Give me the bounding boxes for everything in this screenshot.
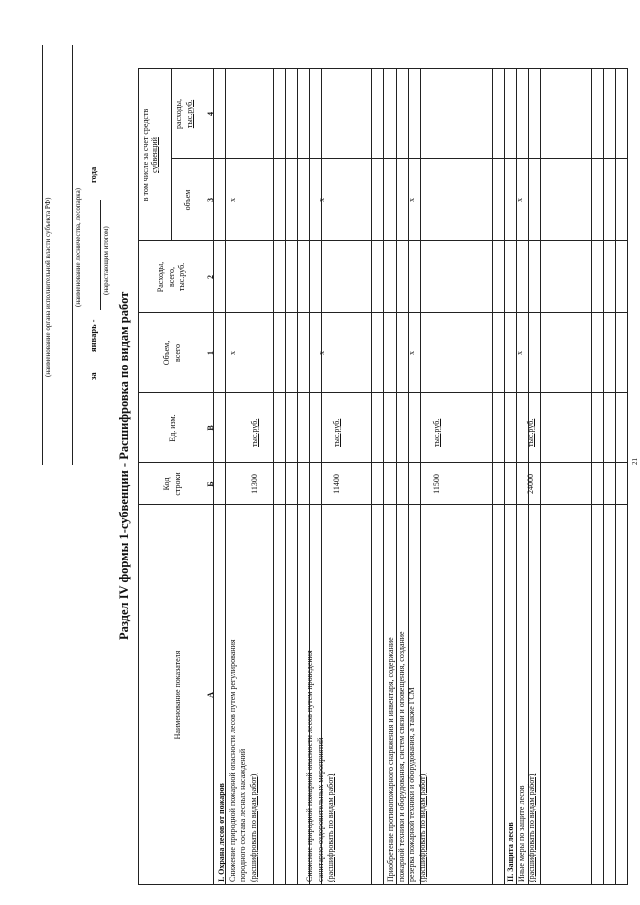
authority-line xyxy=(42,45,43,465)
period-line xyxy=(100,200,101,310)
authority-caption: (наименование органа исполнительной власти субъекта РФ) xyxy=(44,197,52,377)
row-11400-volume: х xyxy=(317,351,326,355)
period-value: январь - xyxy=(88,319,98,352)
row-11300-unit: тыс.руб. xyxy=(250,418,259,447)
row-11500-subsidy-volume: х xyxy=(407,198,416,202)
marker-a: А xyxy=(206,692,215,698)
row-11500-label: Приобретение противопожарного снаряжения и инвентаря, содержание пожарной техники и оборудования, систем связи и оповещения, создание резерва пожарной техники и оборудования, а также ГСМ (расшифровать по видам работ) xyxy=(386,631,427,882)
period-caption: (нарастающим итогом) xyxy=(102,226,110,295)
row-24000-volume: х xyxy=(515,351,524,355)
col-code-header: Код строки xyxy=(162,472,182,496)
row-11400-subsidy-volume: х xyxy=(317,198,326,202)
period-suffix: года xyxy=(88,166,98,183)
col-subsidy-expenses-header: расходы, тыс.руб. xyxy=(174,99,194,129)
page-number: 21 xyxy=(631,458,639,465)
row-24000-unit: тыс.руб. xyxy=(526,418,535,447)
row-24000-label: II. Защита лесов Иные меры по защите лесов (расшифровать по видам работ) xyxy=(506,773,536,882)
col-subsidy-volume-header: объем xyxy=(183,189,192,211)
row-24000-code: 24000 xyxy=(526,474,535,494)
row-24000-subsidy-volume: х xyxy=(515,198,524,202)
period-prefix: за xyxy=(88,372,98,380)
row-11500-volume: х xyxy=(407,351,416,355)
row-11500-code: 11500 xyxy=(432,474,441,494)
col-subsidy-group-header: в том числе за счет средств субвенций xyxy=(141,108,159,202)
marker-v: В xyxy=(206,425,215,431)
row-11300-code: 11300 xyxy=(250,474,259,494)
col-name-header: Наименование показателя xyxy=(173,650,182,740)
section-title: Раздел IV формы 1-субвенции - Расшифровка по видам работ xyxy=(117,291,131,640)
row-11400-code: 11400 xyxy=(332,474,341,494)
marker-b: Б xyxy=(206,481,215,487)
marker-2: 2 xyxy=(206,275,215,279)
col-unit-header: Ед. изм. xyxy=(168,414,177,442)
col-expenses-header: Расходы, всего, тыс.руб. xyxy=(156,261,186,293)
col-volume-header: Объем, всего xyxy=(162,340,182,366)
row-11400-unit: тыс.руб. xyxy=(332,418,341,447)
row-11400-label: Снижение природной пожарной опасности лесов путем проведения санитарно-оздоровительных мероприятий (расшифровать по видам работ) xyxy=(305,650,335,882)
row-11300-subsidy-volume: х xyxy=(228,198,237,202)
row-11300-volume: х xyxy=(228,351,237,355)
marker-1: 1 xyxy=(206,351,215,355)
marker-4: 4 xyxy=(206,112,215,116)
row-11500-unit: тыс.руб. xyxy=(432,418,441,447)
forestry-caption: (наименование лесничества, лесопарка) xyxy=(74,187,82,307)
forestry-line xyxy=(72,45,73,465)
marker-3: 3 xyxy=(206,198,215,202)
row-11300-label: I. Охрана лесов от пожаров Снижение природной пожарной опасности лесов путем регулирования породного состава лесных насаждений (расшифровать по видам работ) xyxy=(217,639,258,882)
